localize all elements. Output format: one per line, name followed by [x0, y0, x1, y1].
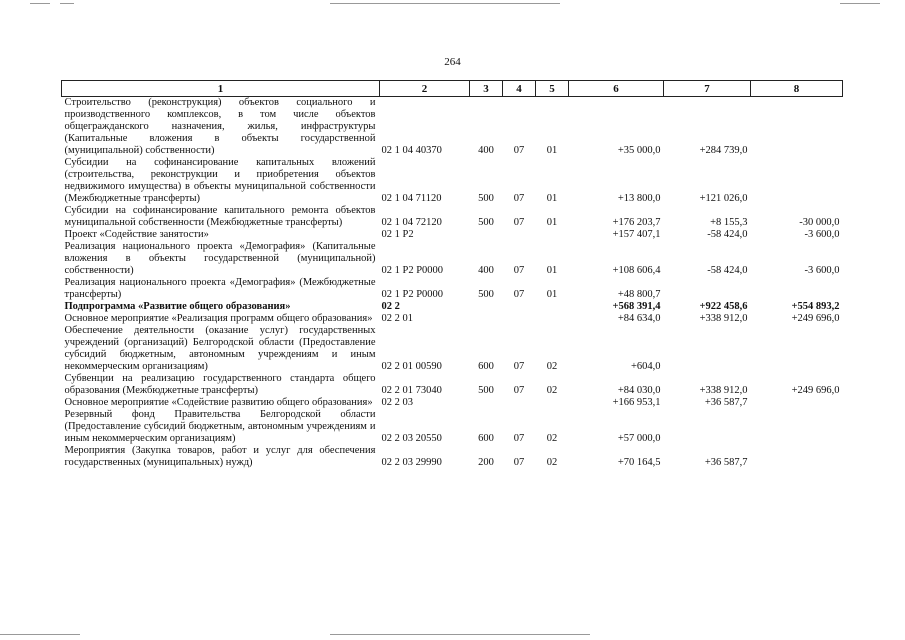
- row-col7: +8 155,3: [710, 217, 748, 228]
- row-col6: +166 953,1: [612, 397, 661, 408]
- row-col3: 500: [478, 289, 494, 300]
- row-col7: +922 458,6: [699, 301, 748, 312]
- row-description: Обеспечение деятельности (оказание услуг) государственных учреждений (организаций) Белгородской области (Предоставление субсидий бюджетным, автономным учреждениям и иным некоммерческим организациям): [64, 325, 376, 372]
- row-code: 02 2 03 20550: [381, 433, 442, 444]
- row-col4: 07: [513, 361, 525, 372]
- row-col4: 07: [513, 217, 525, 228]
- row-col5: 02: [546, 457, 558, 468]
- row-col5: 01: [546, 193, 558, 204]
- row-col8: +554 893,2: [791, 301, 840, 312]
- row-col6: +13 800,0: [617, 193, 661, 204]
- row-description: Подпрограмма «Развитие общего образования»: [64, 301, 291, 312]
- row-col7: [664, 409, 751, 445]
- scan-top-rule: [60, 3, 74, 4]
- row-code: 02 1 04 40370: [381, 145, 442, 156]
- row-col7: -58 424,0: [707, 229, 748, 240]
- table-row: [62, 241, 843, 277]
- row-col7: +36 587,7: [704, 457, 748, 468]
- row-description: Мероприятия (Закупка товаров, работ и услуг для обеспечения государственных (муниципальных) нужд): [64, 445, 376, 468]
- row-col3: 400: [478, 265, 494, 276]
- row-col6: +70 164,5: [617, 457, 661, 468]
- row-col8: [751, 325, 843, 373]
- row-col5: 02: [546, 361, 558, 372]
- row-col8: -30 000,0: [799, 217, 840, 228]
- row-col5: 01: [546, 289, 558, 300]
- table-row: [62, 313, 843, 325]
- row-description: Проект «Содействие занятости»: [64, 229, 209, 240]
- row-col4: 07: [513, 433, 525, 444]
- row-col3: 500: [478, 193, 494, 204]
- row-description: Субвенции на реализацию государственного стандарта общего образования (Межбюджетные трансферты): [64, 373, 376, 396]
- row-description: Реализация национального проекта «Демография» (Межбюджетные трансферты): [64, 277, 376, 300]
- table-row: [62, 229, 843, 241]
- row-col5: 01: [546, 265, 558, 276]
- table-row: [62, 397, 843, 409]
- row-col4: [503, 229, 536, 241]
- row-col3: 500: [478, 217, 494, 228]
- row-col4: 07: [513, 265, 525, 276]
- row-col4: 07: [513, 289, 525, 300]
- row-col4: 07: [513, 145, 525, 156]
- row-col7: +36 587,7: [704, 397, 748, 408]
- table-row: [62, 325, 843, 373]
- column-header: 6: [569, 81, 664, 97]
- column-header: 5: [536, 81, 569, 97]
- row-code: 02 1 04 72120: [381, 217, 442, 228]
- row-col5: [536, 397, 569, 409]
- column-header: 8: [751, 81, 843, 97]
- row-col5: 02: [546, 385, 558, 396]
- row-col3: [470, 229, 503, 241]
- row-code: 02 1 P2: [381, 229, 414, 240]
- row-col3: [470, 301, 503, 313]
- row-col8: [751, 445, 843, 469]
- row-col8: +249 696,0: [791, 385, 840, 396]
- header-row: [62, 81, 843, 97]
- row-col4: 07: [513, 457, 525, 468]
- row-code: 02 2 01 00590: [381, 361, 442, 372]
- table-body: [62, 97, 843, 470]
- row-description: Строительство (реконструкция) объектов социального и производственного комплексов, в том числе объектов общегражданского назначения, жилья, инфраструктуры (Капитальные вложения в объекты государственной (муниципальной) собственности): [64, 97, 376, 156]
- row-col3: 600: [478, 433, 494, 444]
- row-code: 02 2 01 73040: [381, 385, 442, 396]
- row-col7: +338 912,0: [699, 385, 748, 396]
- row-code: 02 1 04 71120: [381, 193, 442, 204]
- row-col6: +108 606,4: [612, 265, 661, 276]
- row-col7: -58 424,0: [707, 265, 748, 276]
- row-code: 02 2 03: [381, 397, 413, 408]
- table-row: [62, 409, 843, 445]
- row-col7: +121 026,0: [699, 193, 748, 204]
- row-col8: [751, 157, 843, 205]
- budget-table: [61, 80, 843, 469]
- column-header: 2: [380, 81, 470, 97]
- row-description: Основное мероприятие «Содействие развитию общего образования»: [64, 397, 373, 408]
- row-col8: +249 696,0: [791, 313, 840, 324]
- scan-top-rule: [330, 3, 560, 4]
- scan-bottom-rule: [330, 634, 590, 635]
- row-description: Субсидии на софинансирование капитальных вложений (строительства, реконструкции и приобретения объектов недвижимого имущества) в объекты муниципальной собственности (Межбюджетные трансферты): [64, 157, 376, 204]
- row-code: 02 2 01: [381, 313, 413, 324]
- scan-top-rule: [30, 3, 50, 4]
- row-col6: +57 000,0: [617, 433, 661, 444]
- row-col4: [503, 397, 536, 409]
- row-col8: [751, 277, 843, 301]
- row-col3: 600: [478, 361, 494, 372]
- row-col7: [664, 325, 751, 373]
- table-row: [62, 445, 843, 469]
- table-row: [62, 97, 843, 158]
- row-col3: 200: [478, 457, 494, 468]
- table-row: [62, 301, 843, 313]
- table-row: [62, 205, 843, 229]
- row-description: Основное мероприятие «Реализация программ общего образования»: [64, 313, 373, 324]
- row-col5: 01: [546, 217, 558, 228]
- table-row: [62, 373, 843, 397]
- column-header: 4: [503, 81, 536, 97]
- column-header: 7: [664, 81, 751, 97]
- row-description: Субсидии на софинансирование капитального ремонта объектов муниципальной собственности (Межбюджетные трансферты): [64, 205, 376, 228]
- row-description: Резервный фонд Правительства Белгородской области (Предоставление субсидий бюджетным, автономным учреждениям и иным некоммерческим организациям): [64, 409, 376, 444]
- row-col7: +338 912,0: [699, 313, 748, 324]
- row-col5: [536, 301, 569, 313]
- table-row: [62, 157, 843, 205]
- row-col8: [751, 397, 843, 409]
- row-col6: +157 407,1: [612, 229, 661, 240]
- row-col3: [470, 397, 503, 409]
- column-header: 3: [470, 81, 503, 97]
- row-col3: 400: [478, 145, 494, 156]
- row-col6: +568 391,4: [612, 301, 661, 312]
- row-col7: [664, 277, 751, 301]
- column-header: 1: [62, 81, 380, 97]
- row-col5: 01: [546, 145, 558, 156]
- row-col3: 500: [478, 385, 494, 396]
- row-col7: +284 739,0: [699, 145, 748, 156]
- row-col6: +35 000,0: [617, 145, 661, 156]
- row-col4: [503, 301, 536, 313]
- table-row: [62, 277, 843, 301]
- row-col6: +604,0: [630, 361, 661, 372]
- row-code: 02 1 P2 P0000: [381, 265, 444, 276]
- row-col8: -3 600,0: [804, 229, 840, 240]
- row-code: 02 2: [381, 301, 400, 312]
- row-col8: [751, 409, 843, 445]
- row-col6: +176 203,7: [612, 217, 661, 228]
- row-col5: [536, 313, 569, 325]
- row-col6: +48 800,7: [617, 289, 661, 300]
- row-col3: [470, 313, 503, 325]
- row-col4: 07: [513, 385, 525, 396]
- row-col5: [536, 229, 569, 241]
- row-col4: [503, 313, 536, 325]
- scan-bottom-rule: [0, 634, 80, 635]
- row-description: Реализация национального проекта «Демография» (Капитальные вложения в объекты государственной (муниципальной) собственности): [64, 241, 376, 276]
- row-code: 02 2 03 29990: [381, 457, 442, 468]
- scan-top-rule: [840, 3, 880, 4]
- row-col8: -3 600,0: [804, 265, 840, 276]
- row-code: 02 1 P2 P0000: [381, 289, 444, 300]
- row-col6: +84 030,0: [617, 385, 661, 396]
- row-col5: 02: [546, 433, 558, 444]
- row-col4: 07: [513, 193, 525, 204]
- row-col6: +84 634,0: [617, 313, 661, 324]
- row-col8: [751, 97, 843, 158]
- page-number: 264: [444, 56, 461, 68]
